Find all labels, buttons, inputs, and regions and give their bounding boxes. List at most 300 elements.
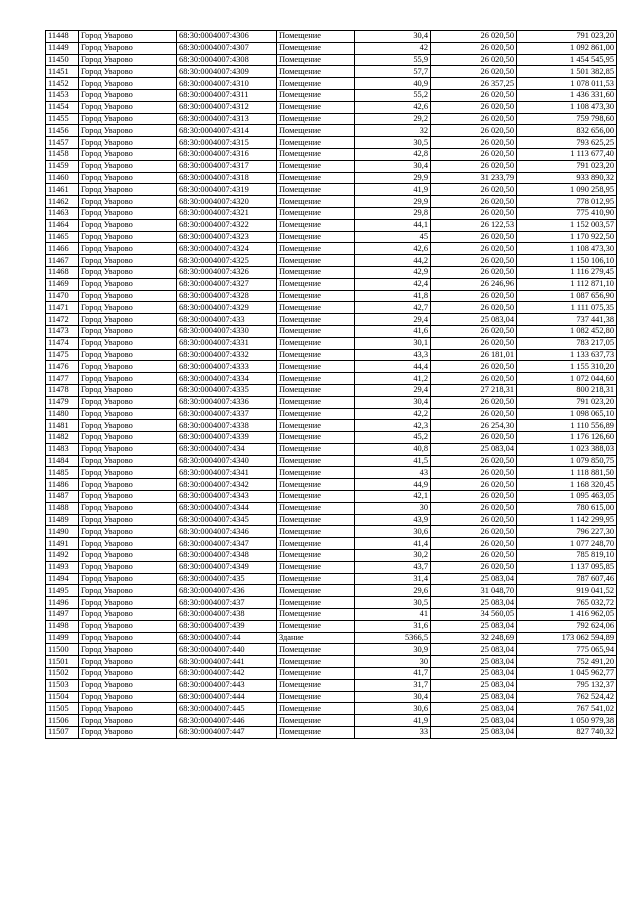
cadastral-value-cell: 1 111 075,35 xyxy=(517,302,617,314)
unit-value-cell: 26 020,50 xyxy=(431,266,517,278)
cadastral-value-cell: 1 095 463,05 xyxy=(517,491,617,503)
unit-value-cell: 25 083,04 xyxy=(431,679,517,691)
unit-value-cell: 26 020,50 xyxy=(431,361,517,373)
object-type-cell: Помещение xyxy=(277,703,355,715)
table-row xyxy=(46,479,617,491)
cadastral-value-cell: 933 890,32 xyxy=(517,172,617,184)
cadastral-value-cell: 778 012,95 xyxy=(517,196,617,208)
object-type-cell: Помещение xyxy=(277,349,355,361)
area-cell: 42 xyxy=(355,42,431,54)
unit-value-cell: 25 083,04 xyxy=(431,668,517,680)
area-cell: 30,4 xyxy=(355,31,431,43)
locality-cell: Город Уварово xyxy=(79,384,177,396)
cadastral-value-cell: 791 023,20 xyxy=(517,396,617,408)
locality-cell: Город Уварово xyxy=(79,597,177,609)
cadastral-number-cell: 68:30:0004007:4346 xyxy=(177,526,277,538)
unit-value-cell: 25 083,04 xyxy=(431,691,517,703)
cadastral-number-cell: 68:30:0004007:4306 xyxy=(177,31,277,43)
locality-cell: Город Уварово xyxy=(79,491,177,503)
cadastral-value-cell: 1 098 065,10 xyxy=(517,408,617,420)
cadastral-number-cell: 68:30:0004007:4316 xyxy=(177,148,277,160)
unit-value-cell: 34 560,05 xyxy=(431,609,517,621)
table-row xyxy=(46,101,617,113)
unit-value-cell: 25 083,04 xyxy=(431,443,517,455)
cadastral-value-cell: 1 170 922,50 xyxy=(517,231,617,243)
locality-cell: Город Уварово xyxy=(79,31,177,43)
area-cell: 30 xyxy=(355,502,431,514)
table-row xyxy=(46,373,617,385)
object-type-cell: Помещение xyxy=(277,396,355,408)
object-type-cell: Помещение xyxy=(277,184,355,196)
area-cell: 30,6 xyxy=(355,526,431,538)
area-cell: 44,1 xyxy=(355,219,431,231)
area-cell: 41,5 xyxy=(355,455,431,467)
table-row xyxy=(46,137,617,149)
row-number-cell: 11507 xyxy=(46,727,79,739)
locality-cell: Город Уварово xyxy=(79,561,177,573)
unit-value-cell: 26 020,50 xyxy=(431,467,517,479)
area-cell: 42,9 xyxy=(355,266,431,278)
area-cell: 29,2 xyxy=(355,113,431,125)
area-cell: 29,4 xyxy=(355,314,431,326)
area-cell: 29,4 xyxy=(355,384,431,396)
table-row xyxy=(46,396,617,408)
object-type-cell: Помещение xyxy=(277,302,355,314)
row-number-cell: 11463 xyxy=(46,207,79,219)
cadastral-value-cell: 1 152 003,57 xyxy=(517,219,617,231)
cadastral-value-cell: 783 217,05 xyxy=(517,337,617,349)
cadastral-number-cell: 68:30:0004007:437 xyxy=(177,597,277,609)
unit-value-cell: 26 254,30 xyxy=(431,420,517,432)
row-number-cell: 11451 xyxy=(46,66,79,78)
object-type-cell: Помещение xyxy=(277,54,355,66)
locality-cell: Город Уварово xyxy=(79,644,177,656)
cadastral-value-cell: 1 454 545,95 xyxy=(517,54,617,66)
area-cell: 42,1 xyxy=(355,491,431,503)
unit-value-cell: 26 020,50 xyxy=(431,231,517,243)
object-type-cell: Помещение xyxy=(277,467,355,479)
table-row xyxy=(46,620,617,632)
row-number-cell: 11474 xyxy=(46,337,79,349)
area-cell: 41,9 xyxy=(355,715,431,727)
table-row xyxy=(46,278,617,290)
row-number-cell: 11461 xyxy=(46,184,79,196)
area-cell: 45,2 xyxy=(355,432,431,444)
row-number-cell: 11487 xyxy=(46,491,79,503)
table-row xyxy=(46,644,617,656)
row-number-cell: 11501 xyxy=(46,656,79,668)
locality-cell: Город Уварово xyxy=(79,703,177,715)
cadastral-value-cell: 1 108 473,30 xyxy=(517,101,617,113)
object-type-cell: Помещение xyxy=(277,172,355,184)
area-cell: 41,2 xyxy=(355,373,431,385)
cadastral-number-cell: 68:30:0004007:440 xyxy=(177,644,277,656)
row-number-cell: 11505 xyxy=(46,703,79,715)
object-type-cell: Помещение xyxy=(277,561,355,573)
table-row xyxy=(46,432,617,444)
area-cell: 30,5 xyxy=(355,597,431,609)
cadastral-value-cell: 767 541,02 xyxy=(517,703,617,715)
cadastral-value-cell: 1 142 299,95 xyxy=(517,514,617,526)
object-type-cell: Помещение xyxy=(277,78,355,90)
object-type-cell: Помещение xyxy=(277,727,355,739)
locality-cell: Город Уварово xyxy=(79,432,177,444)
row-number-cell: 11468 xyxy=(46,266,79,278)
object-type-cell: Помещение xyxy=(277,668,355,680)
locality-cell: Город Уварово xyxy=(79,137,177,149)
object-type-cell: Помещение xyxy=(277,231,355,243)
cadastral-value-cell: 800 218,31 xyxy=(517,384,617,396)
cadastral-number-cell: 68:30:0004007:4335 xyxy=(177,384,277,396)
cadastral-number-cell: 68:30:0004007:446 xyxy=(177,715,277,727)
area-cell: 41,9 xyxy=(355,184,431,196)
row-number-cell: 11460 xyxy=(46,172,79,184)
table-row xyxy=(46,219,617,231)
cadastral-value-cell: 780 615,00 xyxy=(517,502,617,514)
table-row xyxy=(46,526,617,538)
row-number-cell: 11482 xyxy=(46,432,79,444)
table-row xyxy=(46,679,617,691)
unit-value-cell: 26 020,50 xyxy=(431,408,517,420)
locality-cell: Город Уварово xyxy=(79,349,177,361)
locality-cell: Город Уварово xyxy=(79,514,177,526)
object-type-cell: Помещение xyxy=(277,491,355,503)
area-cell: 29,9 xyxy=(355,196,431,208)
row-number-cell: 11491 xyxy=(46,538,79,550)
unit-value-cell: 31 233,79 xyxy=(431,172,517,184)
row-number-cell: 11493 xyxy=(46,561,79,573)
cadastral-number-cell: 68:30:0004007:4309 xyxy=(177,66,277,78)
row-number-cell: 11502 xyxy=(46,668,79,680)
table-row xyxy=(46,561,617,573)
locality-cell: Город Уварово xyxy=(79,184,177,196)
cadastral-value-cell: 1 050 979,38 xyxy=(517,715,617,727)
unit-value-cell: 26 020,50 xyxy=(431,125,517,137)
locality-cell: Город Уварово xyxy=(79,266,177,278)
row-number-cell: 11497 xyxy=(46,609,79,621)
row-number-cell: 11500 xyxy=(46,644,79,656)
unit-value-cell: 25 083,04 xyxy=(431,715,517,727)
cadastral-value-cell: 775 065,94 xyxy=(517,644,617,656)
cadastral-value-cell: 1 168 320,45 xyxy=(517,479,617,491)
unit-value-cell: 26 020,50 xyxy=(431,337,517,349)
table-row xyxy=(46,243,617,255)
object-type-cell: Помещение xyxy=(277,538,355,550)
row-number-cell: 11476 xyxy=(46,361,79,373)
cadastral-value-cell: 795 132,37 xyxy=(517,679,617,691)
area-cell: 33 xyxy=(355,727,431,739)
table-row xyxy=(46,408,617,420)
unit-value-cell: 26 020,50 xyxy=(431,42,517,54)
unit-value-cell: 26 020,50 xyxy=(431,479,517,491)
cadastral-number-cell: 68:30:0004007:4310 xyxy=(177,78,277,90)
row-number-cell: 11484 xyxy=(46,455,79,467)
cadastral-value-cell: 1 501 382,85 xyxy=(517,66,617,78)
unit-value-cell: 26 020,50 xyxy=(431,148,517,160)
row-number-cell: 11470 xyxy=(46,290,79,302)
locality-cell: Город Уварово xyxy=(79,172,177,184)
area-cell: 42,6 xyxy=(355,101,431,113)
table-row xyxy=(46,148,617,160)
unit-value-cell: 26 020,50 xyxy=(431,89,517,101)
object-type-cell: Помещение xyxy=(277,31,355,43)
cadastral-number-cell: 68:30:0004007:4327 xyxy=(177,278,277,290)
table-row xyxy=(46,467,617,479)
table-body xyxy=(46,31,617,739)
table-row xyxy=(46,384,617,396)
object-type-cell: Помещение xyxy=(277,443,355,455)
cadastral-value-cell: 1 118 881,50 xyxy=(517,467,617,479)
row-number-cell: 11477 xyxy=(46,373,79,385)
object-type-cell: Помещение xyxy=(277,42,355,54)
unit-value-cell: 26 020,50 xyxy=(431,101,517,113)
area-cell: 41,4 xyxy=(355,538,431,550)
cadastral-value-cell: 1 072 044,60 xyxy=(517,373,617,385)
table-row xyxy=(46,491,617,503)
object-type-cell: Помещение xyxy=(277,66,355,78)
locality-cell: Город Уварово xyxy=(79,66,177,78)
cadastral-number-cell: 68:30:0004007:4342 xyxy=(177,479,277,491)
row-number-cell: 11480 xyxy=(46,408,79,420)
table-row xyxy=(46,538,617,550)
locality-cell: Город Уварово xyxy=(79,302,177,314)
row-number-cell: 11457 xyxy=(46,137,79,149)
object-type-cell: Помещение xyxy=(277,573,355,585)
unit-value-cell: 26 020,50 xyxy=(431,290,517,302)
cadastral-value-cell: 1 116 279,45 xyxy=(517,266,617,278)
locality-cell: Город Уварово xyxy=(79,691,177,703)
table-row xyxy=(46,125,617,137)
locality-cell: Город Уварово xyxy=(79,585,177,597)
unit-value-cell: 26 020,50 xyxy=(431,538,517,550)
object-type-cell: Помещение xyxy=(277,160,355,172)
locality-cell: Город Уварово xyxy=(79,361,177,373)
unit-value-cell: 31 048,70 xyxy=(431,585,517,597)
locality-cell: Город Уварово xyxy=(79,609,177,621)
unit-value-cell: 26 020,50 xyxy=(431,526,517,538)
table-row xyxy=(46,172,617,184)
table-row xyxy=(46,78,617,90)
locality-cell: Город Уварово xyxy=(79,231,177,243)
area-cell: 42,7 xyxy=(355,302,431,314)
table-row xyxy=(46,550,617,562)
unit-value-cell: 25 083,04 xyxy=(431,573,517,585)
area-cell: 43,7 xyxy=(355,561,431,573)
row-number-cell: 11481 xyxy=(46,420,79,432)
table-row xyxy=(46,66,617,78)
area-cell: 42,6 xyxy=(355,243,431,255)
area-cell: 45 xyxy=(355,231,431,243)
cadastral-value-cell: 832 656,00 xyxy=(517,125,617,137)
unit-value-cell: 25 083,04 xyxy=(431,620,517,632)
unit-value-cell: 26 020,50 xyxy=(431,54,517,66)
table-row xyxy=(46,184,617,196)
locality-cell: Город Уварово xyxy=(79,314,177,326)
row-number-cell: 11496 xyxy=(46,597,79,609)
area-cell: 30,4 xyxy=(355,691,431,703)
object-type-cell: Помещение xyxy=(277,148,355,160)
unit-value-cell: 25 083,04 xyxy=(431,727,517,739)
locality-cell: Город Уварово xyxy=(79,573,177,585)
row-number-cell: 11506 xyxy=(46,715,79,727)
locality-cell: Город Уварово xyxy=(79,715,177,727)
row-number-cell: 11467 xyxy=(46,255,79,267)
locality-cell: Город Уварово xyxy=(79,620,177,632)
table-row xyxy=(46,668,617,680)
area-cell: 55,9 xyxy=(355,54,431,66)
unit-value-cell: 26 020,50 xyxy=(431,514,517,526)
row-number-cell: 11462 xyxy=(46,196,79,208)
cadastral-number-cell: 68:30:0004007:4324 xyxy=(177,243,277,255)
table-row xyxy=(46,573,617,585)
locality-cell: Город Уварово xyxy=(79,373,177,385)
locality-cell: Город Уварово xyxy=(79,479,177,491)
unit-value-cell: 26 020,50 xyxy=(431,243,517,255)
locality-cell: Город Уварово xyxy=(79,207,177,219)
unit-value-cell: 26 020,50 xyxy=(431,207,517,219)
table-row xyxy=(46,31,617,43)
unit-value-cell: 26 020,50 xyxy=(431,373,517,385)
area-cell: 41 xyxy=(355,609,431,621)
row-number-cell: 11494 xyxy=(46,573,79,585)
area-cell: 29,9 xyxy=(355,172,431,184)
locality-cell: Город Уварово xyxy=(79,125,177,137)
area-cell: 42,4 xyxy=(355,278,431,290)
table-row xyxy=(46,302,617,314)
cadastral-number-cell: 68:30:0004007:4307 xyxy=(177,42,277,54)
area-cell: 43,9 xyxy=(355,514,431,526)
row-number-cell: 11466 xyxy=(46,243,79,255)
area-cell: 44,4 xyxy=(355,361,431,373)
locality-cell: Город Уварово xyxy=(79,408,177,420)
row-number-cell: 11459 xyxy=(46,160,79,172)
locality-cell: Город Уварово xyxy=(79,219,177,231)
cadastral-number-cell: 68:30:0004007:445 xyxy=(177,703,277,715)
row-number-cell: 11485 xyxy=(46,467,79,479)
cadastral-number-cell: 68:30:0004007:4317 xyxy=(177,160,277,172)
object-type-cell: Помещение xyxy=(277,125,355,137)
row-number-cell: 11450 xyxy=(46,54,79,66)
object-type-cell: Помещение xyxy=(277,278,355,290)
table-row xyxy=(46,455,617,467)
locality-cell: Город Уварово xyxy=(79,54,177,66)
table-row xyxy=(46,502,617,514)
area-cell: 31,6 xyxy=(355,620,431,632)
cadastral-number-cell: 68:30:0004007:4349 xyxy=(177,561,277,573)
cadastral-value-cell: 791 023,20 xyxy=(517,160,617,172)
area-cell: 30,6 xyxy=(355,703,431,715)
cadastral-value-cell: 1 113 677,40 xyxy=(517,148,617,160)
area-cell: 44,2 xyxy=(355,255,431,267)
object-type-cell: Помещение xyxy=(277,715,355,727)
table-row xyxy=(46,290,617,302)
row-number-cell: 11454 xyxy=(46,101,79,113)
row-number-cell: 11504 xyxy=(46,691,79,703)
locality-cell: Город Уварово xyxy=(79,255,177,267)
cadastral-number-cell: 68:30:0004007:4333 xyxy=(177,361,277,373)
cadastral-number-cell: 68:30:0004007:4308 xyxy=(177,54,277,66)
unit-value-cell: 26 020,50 xyxy=(431,432,517,444)
object-type-cell: Помещение xyxy=(277,243,355,255)
cadastral-value-cell: 785 819,10 xyxy=(517,550,617,562)
unit-value-cell: 26 020,50 xyxy=(431,302,517,314)
unit-value-cell: 26 181,01 xyxy=(431,349,517,361)
row-number-cell: 11473 xyxy=(46,325,79,337)
object-type-cell: Помещение xyxy=(277,679,355,691)
row-number-cell: 11490 xyxy=(46,526,79,538)
locality-cell: Город Уварово xyxy=(79,632,177,644)
object-type-cell: Помещение xyxy=(277,644,355,656)
cadastral-number-cell: 68:30:0004007:4321 xyxy=(177,207,277,219)
object-type-cell: Помещение xyxy=(277,196,355,208)
locality-cell: Город Уварово xyxy=(79,420,177,432)
area-cell: 31,7 xyxy=(355,679,431,691)
row-number-cell: 11448 xyxy=(46,31,79,43)
locality-cell: Город Уварово xyxy=(79,679,177,691)
object-type-cell: Помещение xyxy=(277,113,355,125)
area-cell: 30,2 xyxy=(355,550,431,562)
locality-cell: Город Уварово xyxy=(79,290,177,302)
row-number-cell: 11469 xyxy=(46,278,79,290)
area-cell: 55,2 xyxy=(355,89,431,101)
locality-cell: Город Уварово xyxy=(79,443,177,455)
table-row xyxy=(46,349,617,361)
row-number-cell: 11472 xyxy=(46,314,79,326)
cadastral-value-cell: 1 078 011,53 xyxy=(517,78,617,90)
row-number-cell: 11479 xyxy=(46,396,79,408)
area-cell: 40,8 xyxy=(355,443,431,455)
table-row xyxy=(46,89,617,101)
object-type-cell: Помещение xyxy=(277,609,355,621)
cadastral-number-cell: 68:30:0004007:4320 xyxy=(177,196,277,208)
locality-cell: Город Уварово xyxy=(79,538,177,550)
locality-cell: Город Уварово xyxy=(79,668,177,680)
area-cell: 42,8 xyxy=(355,148,431,160)
cadastral-number-cell: 68:30:0004007:439 xyxy=(177,620,277,632)
unit-value-cell: 26 246,96 xyxy=(431,278,517,290)
cadastral-number-cell: 68:30:0004007:4345 xyxy=(177,514,277,526)
area-cell: 42,3 xyxy=(355,420,431,432)
row-number-cell: 11478 xyxy=(46,384,79,396)
cadastral-number-cell: 68:30:0004007:4332 xyxy=(177,349,277,361)
cadastral-number-cell: 68:30:0004007:4311 xyxy=(177,89,277,101)
area-cell: 29,6 xyxy=(355,585,431,597)
table-row xyxy=(46,691,617,703)
area-cell: 41,8 xyxy=(355,290,431,302)
cadastral-value-cell: 1 079 850,75 xyxy=(517,455,617,467)
table-row xyxy=(46,597,617,609)
cadastral-number-cell: 68:30:0004007:4341 xyxy=(177,467,277,479)
locality-cell: Город Уварово xyxy=(79,526,177,538)
row-number-cell: 11503 xyxy=(46,679,79,691)
cadastral-number-cell: 68:30:0004007:434 xyxy=(177,443,277,455)
area-cell: 41,7 xyxy=(355,668,431,680)
unit-value-cell: 26 357,25 xyxy=(431,78,517,90)
locality-cell: Город Уварово xyxy=(79,101,177,113)
cadastral-number-cell: 68:30:0004007:433 xyxy=(177,314,277,326)
unit-value-cell: 26 020,50 xyxy=(431,160,517,172)
object-type-cell: Помещение xyxy=(277,290,355,302)
cadastral-value-cell: 1 112 871,10 xyxy=(517,278,617,290)
object-type-cell: Помещение xyxy=(277,384,355,396)
unit-value-cell: 25 083,04 xyxy=(431,644,517,656)
locality-cell: Город Уварово xyxy=(79,656,177,668)
area-cell: 5366,5 xyxy=(355,632,431,644)
row-number-cell: 11453 xyxy=(46,89,79,101)
table-row xyxy=(46,632,617,644)
row-number-cell: 11475 xyxy=(46,349,79,361)
locality-cell: Город Уварово xyxy=(79,243,177,255)
